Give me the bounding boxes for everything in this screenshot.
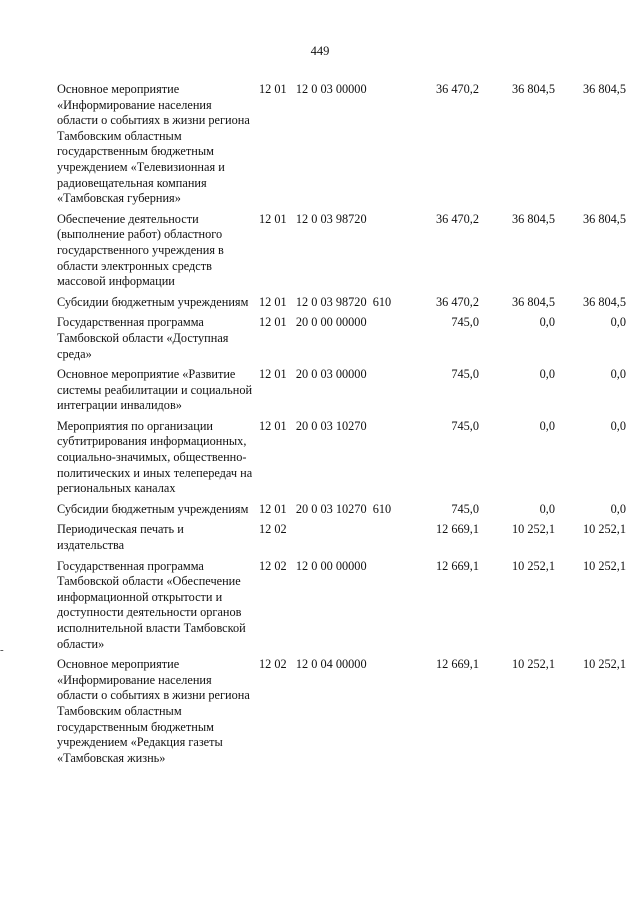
margin-mark: - <box>0 644 4 656</box>
row-value-2: 10 252,1 <box>511 657 555 672</box>
row-value-3: 0,0 <box>610 418 626 433</box>
row-value-1: 12 669,1 <box>435 657 479 672</box>
row-value-3: 36 804,5 <box>582 82 626 96</box>
row-code: 12 02 12 0 04 00000 <box>259 657 367 672</box>
table-row <box>57 559 626 658</box>
row-code: 12 01 20 0 03 10270 <box>259 418 367 433</box>
row-value-2: 0,0 <box>539 315 555 330</box>
row-value-2: 0,0 <box>539 501 555 516</box>
table-row <box>57 502 626 523</box>
page-number: 449 <box>310 44 330 58</box>
row-value-2: 36 804,5 <box>511 82 555 96</box>
row-value-1: 12 669,1 <box>435 558 479 573</box>
row-value-3: 36 804,5 <box>582 211 626 226</box>
row-name: Государственная программа Тамбовской области «Обеспечение информационной открытости и доступности деятельности органов исполнительной власти Тамбовской области» <box>57 558 246 651</box>
row-value-2: 36 804,5 <box>511 294 555 309</box>
row-value-1: 745,0 <box>451 315 479 330</box>
row-value-1: 36 470,2 <box>435 211 479 226</box>
row-value-3: 10 252,1 <box>582 522 626 537</box>
row-name: Обеспечение деятельности (выполнение работ) областного государственного учреждения в области электронных средств массовой информации <box>57 211 224 289</box>
row-name: Основное мероприятие «Информирование населения области о событиях в жизни региона Тамбовским областным государственным бюджетным учреждением «Телевизионная и радиовещательная компания «Тамбовская губерния» <box>57 82 250 206</box>
row-code: 12 01 12 0 03 98720 610 <box>259 294 392 309</box>
row-value-2: 36 804,5 <box>511 211 555 226</box>
row-value-1: 745,0 <box>451 418 479 433</box>
budget-table <box>57 82 626 771</box>
row-value-3: 36 804,5 <box>582 294 626 309</box>
row-name: Мероприятия по организации субтитрирования информационных, социально-значимых, общественно-политических и иных телепередач на региональных каналах <box>57 418 253 496</box>
row-value-1: 12 669,1 <box>435 522 479 537</box>
table-row <box>57 367 626 419</box>
row-name: Государственная программа Тамбовской области «Доступная среда» <box>57 315 229 361</box>
row-value-2: 0,0 <box>539 367 555 382</box>
table-body <box>57 82 626 771</box>
table-row <box>57 522 626 558</box>
row-value-3: 10 252,1 <box>582 558 626 573</box>
row-value-3: 10 252,1 <box>582 657 626 672</box>
row-value-2: 10 252,1 <box>511 558 555 573</box>
table-row <box>57 295 626 316</box>
row-code: 12 01 20 0 03 10270 610 <box>259 501 392 516</box>
row-value-1: 36 470,2 <box>435 82 479 96</box>
row-value-2: 10 252,1 <box>511 522 555 537</box>
row-code: 12 02 12 0 00 00000 <box>259 558 367 573</box>
row-name: Субсидии бюджетным учреждениям <box>57 501 249 516</box>
row-value-3: 0,0 <box>610 501 626 516</box>
row-name: Субсидии бюджетным учреждениям <box>57 294 249 309</box>
row-value-1: 745,0 <box>451 367 479 382</box>
row-code: 12 01 20 0 03 00000 <box>259 367 367 382</box>
row-code: 12 01 12 0 03 00000 <box>259 82 367 96</box>
row-value-1: 745,0 <box>451 501 479 516</box>
row-value-1: 36 470,2 <box>435 294 479 309</box>
row-code: 12 01 20 0 00 00000 <box>259 315 367 330</box>
row-name: Периодическая печать и издательства <box>57 522 184 553</box>
table-row <box>57 82 626 212</box>
row-code: 12 02 <box>259 522 287 537</box>
row-name: Основное мероприятие «Развитие системы реабилитации и социальной интеграции инвалидов» <box>57 367 253 413</box>
row-value-3: 0,0 <box>610 367 626 382</box>
table-row <box>57 315 626 367</box>
table-row <box>57 212 626 295</box>
table-row <box>57 419 626 502</box>
row-value-3: 0,0 <box>610 315 626 330</box>
table-row <box>57 657 626 771</box>
row-name: Основное мероприятие «Информирование населения области о событиях в жизни региона Тамбовским областным государственным бюджетным учреждением «Редакция газеты «Тамбовская жизнь» <box>57 657 250 765</box>
row-value-2: 0,0 <box>539 418 555 433</box>
row-code: 12 01 12 0 03 98720 <box>259 211 367 226</box>
